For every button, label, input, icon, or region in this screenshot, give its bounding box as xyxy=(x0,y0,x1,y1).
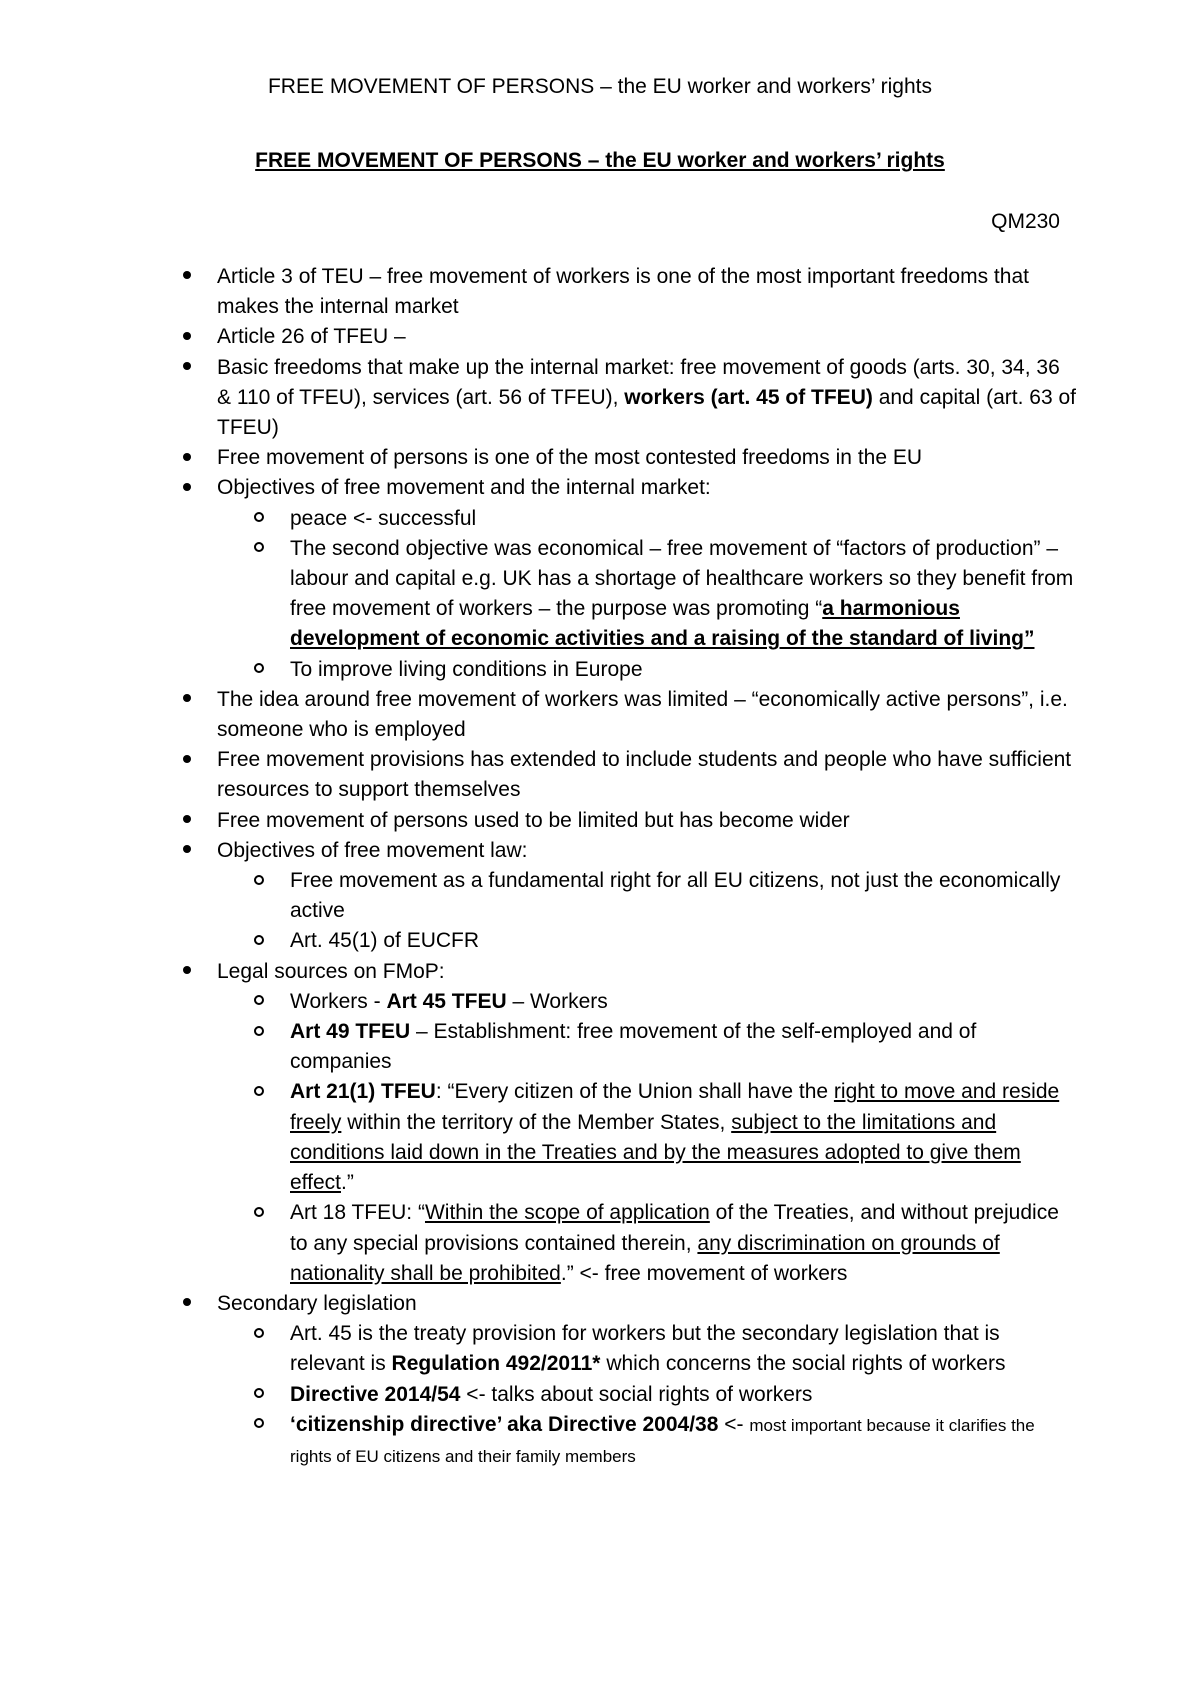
bullet-dot-icon xyxy=(183,262,191,292)
module-code: QM230 xyxy=(991,210,1060,233)
bullet-item xyxy=(217,353,1077,444)
sub-bullet-item xyxy=(290,1198,1077,1289)
item-text xyxy=(217,836,1077,866)
item-text xyxy=(290,1077,1077,1198)
text-segment: Legal sources on FMoP: xyxy=(217,959,445,983)
text-segment: right to move and reside freely xyxy=(290,1080,1060,1134)
item-text xyxy=(290,926,1077,956)
item-text xyxy=(217,957,1077,987)
item-text xyxy=(217,353,1077,444)
bullet-item xyxy=(217,745,1077,805)
item-text xyxy=(217,685,1077,745)
bullet-circle-icon xyxy=(254,1319,264,1349)
item-text xyxy=(290,1017,1077,1077)
bullet-dot-icon xyxy=(183,322,191,352)
item-text xyxy=(217,262,1077,322)
text-segment: Art 21(1) TFEU xyxy=(290,1080,436,1104)
text-segment: Art 49 TFEU xyxy=(290,1020,411,1044)
item-text xyxy=(290,866,1077,926)
sub-bullet-item xyxy=(290,1017,1077,1077)
sub-bullet-item xyxy=(290,1319,1077,1379)
bullet-dot-icon xyxy=(183,1289,191,1319)
sub-bullet-item xyxy=(290,534,1077,655)
item-text xyxy=(290,1198,1077,1289)
item-text xyxy=(290,655,1077,685)
text-segment: Article 3 of TEU – free movement of workers is one of the most important freedoms that makes the internal market xyxy=(217,265,1029,319)
notes-list xyxy=(217,262,1077,1472)
text-segment: ‘citizenship directive’ aka Directive 2004/38 xyxy=(290,1412,719,1436)
bullet-circle-icon xyxy=(254,1077,264,1107)
text-segment: workers (art. 45 of TFEU) xyxy=(624,385,873,409)
text-segment: The second objective was economical – free movement of “factors of production” – labour and capital e.g. UK has a shortage of healthcare workers so they benefit from free movement of workers – the purpose was promoting “ xyxy=(290,536,1074,621)
bullet-item xyxy=(217,836,1077,866)
item-text xyxy=(290,534,1077,655)
bullet-item xyxy=(217,473,1077,503)
text-segment: and capital (art. 63 of TFEU) xyxy=(217,385,1076,440)
document-title: FREE MOVEMENT OF PERSONS – the EU worker and workers’ rights xyxy=(255,149,945,172)
text-segment: Workers - xyxy=(290,989,387,1013)
bullet-circle-icon xyxy=(254,504,264,534)
text-segment: Art. 45(1) of EUCFR xyxy=(290,929,480,953)
item-text xyxy=(290,987,1077,1017)
text-segment: Art 45 TFEU xyxy=(386,989,507,1013)
bullet-item xyxy=(217,322,1077,352)
text-segment: Basic freedoms that make up the internal market: free movement of goods (arts. 30, 34, 36 & 110 of TFEU), services (art. 56 of TFEU), xyxy=(217,355,1060,409)
text-segment: .” <- free movement of workers xyxy=(560,1261,848,1285)
text-segment: To improve living conditions in Europe xyxy=(290,657,643,681)
text-segment: – Establishment: free movement of the self-employed and of companies xyxy=(290,1020,977,1074)
sub-bullet-item xyxy=(290,866,1077,926)
item-text xyxy=(290,1319,1077,1379)
text-segment: Objectives of free movement law: xyxy=(217,838,528,862)
sub-bullet-item xyxy=(290,987,1077,1017)
text-segment: Free movement of persons used to be limited but has become wider xyxy=(217,808,850,832)
bullet-dot-icon xyxy=(183,685,191,715)
sub-bullet-item xyxy=(290,1380,1077,1410)
text-segment: – Workers xyxy=(506,989,608,1013)
text-segment: <- talks about social rights of workers xyxy=(460,1382,813,1406)
bullet-circle-icon xyxy=(254,926,264,956)
bullet-dot-icon xyxy=(183,745,191,775)
bullet-item xyxy=(217,1289,1077,1319)
bullet-circle-icon xyxy=(254,655,264,685)
item-text xyxy=(217,322,1077,352)
text-segment: within the territory of the Member States, xyxy=(341,1110,732,1134)
bullet-circle-icon xyxy=(254,866,264,896)
text-segment: most important because it clarifies the rights of EU citizens and their family members xyxy=(290,1415,1035,1466)
sub-bullet-item xyxy=(290,1077,1077,1198)
item-text xyxy=(290,504,1077,534)
text-segment: Secondary legislation xyxy=(217,1291,417,1315)
text-segment: Free movement provisions has extended to include students and people who have sufficient resources to support themselves xyxy=(217,748,1072,802)
bullet-circle-icon xyxy=(254,1017,264,1047)
bullet-item xyxy=(217,957,1077,987)
item-text xyxy=(217,473,1077,503)
text-segment: Free movement of persons is one of the most contested freedoms in the EU xyxy=(217,446,923,470)
text-segment: Free movement as a fundamental right for all EU citizens, not just the economically active xyxy=(290,869,1061,923)
sub-bullet-item xyxy=(290,1410,1077,1472)
text-segment: of the Treaties, and without prejudice to any special provisions contained therein, xyxy=(290,1201,1059,1255)
bullet-circle-icon xyxy=(254,987,264,1017)
page-header: FREE MOVEMENT OF PERSONS – the EU worker and workers’ rights xyxy=(267,75,932,98)
text-segment: peace <- successful xyxy=(290,506,477,530)
bullet-dot-icon xyxy=(183,473,191,503)
item-text xyxy=(217,806,1077,836)
bullet-circle-icon xyxy=(254,1380,264,1410)
item-text xyxy=(217,1289,1077,1319)
item-text xyxy=(217,443,1077,473)
text-segment: Objectives of free movement and the internal market: xyxy=(217,476,711,500)
bullet-circle-icon xyxy=(254,534,264,564)
bullet-dot-icon xyxy=(183,353,191,383)
text-segment: Directive 2014/54 xyxy=(290,1382,461,1406)
item-text xyxy=(290,1380,1077,1410)
sub-bullet-item xyxy=(290,504,1077,534)
text-segment: any discrimination on grounds of nationality shall be prohibited xyxy=(290,1231,1000,1285)
text-segment: Article 26 of TFEU – xyxy=(217,325,406,349)
bullet-circle-icon xyxy=(254,1410,264,1440)
bullet-item xyxy=(217,262,1077,322)
sub-bullet-item xyxy=(290,926,1077,956)
bullet-item xyxy=(217,443,1077,473)
sub-bullet-item xyxy=(290,655,1077,685)
bullet-item xyxy=(217,806,1077,836)
bullet-dot-icon xyxy=(183,443,191,473)
text-segment: : “Every citizen of the Union shall have the xyxy=(435,1080,834,1104)
bullet-dot-icon xyxy=(183,836,191,866)
item-text xyxy=(290,1410,1077,1472)
text-segment: The idea around free movement of workers was limited – “economically active persons”, i.e. someone who is employed xyxy=(217,687,1068,742)
text-segment: which concerns the social rights of workers xyxy=(600,1352,1006,1376)
text-segment: <- xyxy=(718,1412,750,1436)
bullet-dot-icon xyxy=(183,957,191,987)
text-segment: Regulation 492/2011* xyxy=(391,1352,601,1376)
text-segment: Art 18 TFEU: “ xyxy=(290,1201,425,1225)
bullet-item xyxy=(217,685,1077,745)
text-segment: .” xyxy=(340,1171,354,1195)
bullet-circle-icon xyxy=(254,1198,264,1228)
text-segment: a harmonious development of economic activities and a raising of the standard of living” xyxy=(290,597,1035,651)
text-segment: subject to the limitations and conditions laid down in the Treaties and by the measures adopted to give them effect xyxy=(290,1110,1021,1195)
item-text xyxy=(217,745,1077,805)
text-segment: Within the scope of application xyxy=(424,1201,710,1225)
bullet-dot-icon xyxy=(183,806,191,836)
text-segment: Art. 45 is the treaty provision for workers but the secondary legislation that is relevant is xyxy=(290,1322,1000,1376)
